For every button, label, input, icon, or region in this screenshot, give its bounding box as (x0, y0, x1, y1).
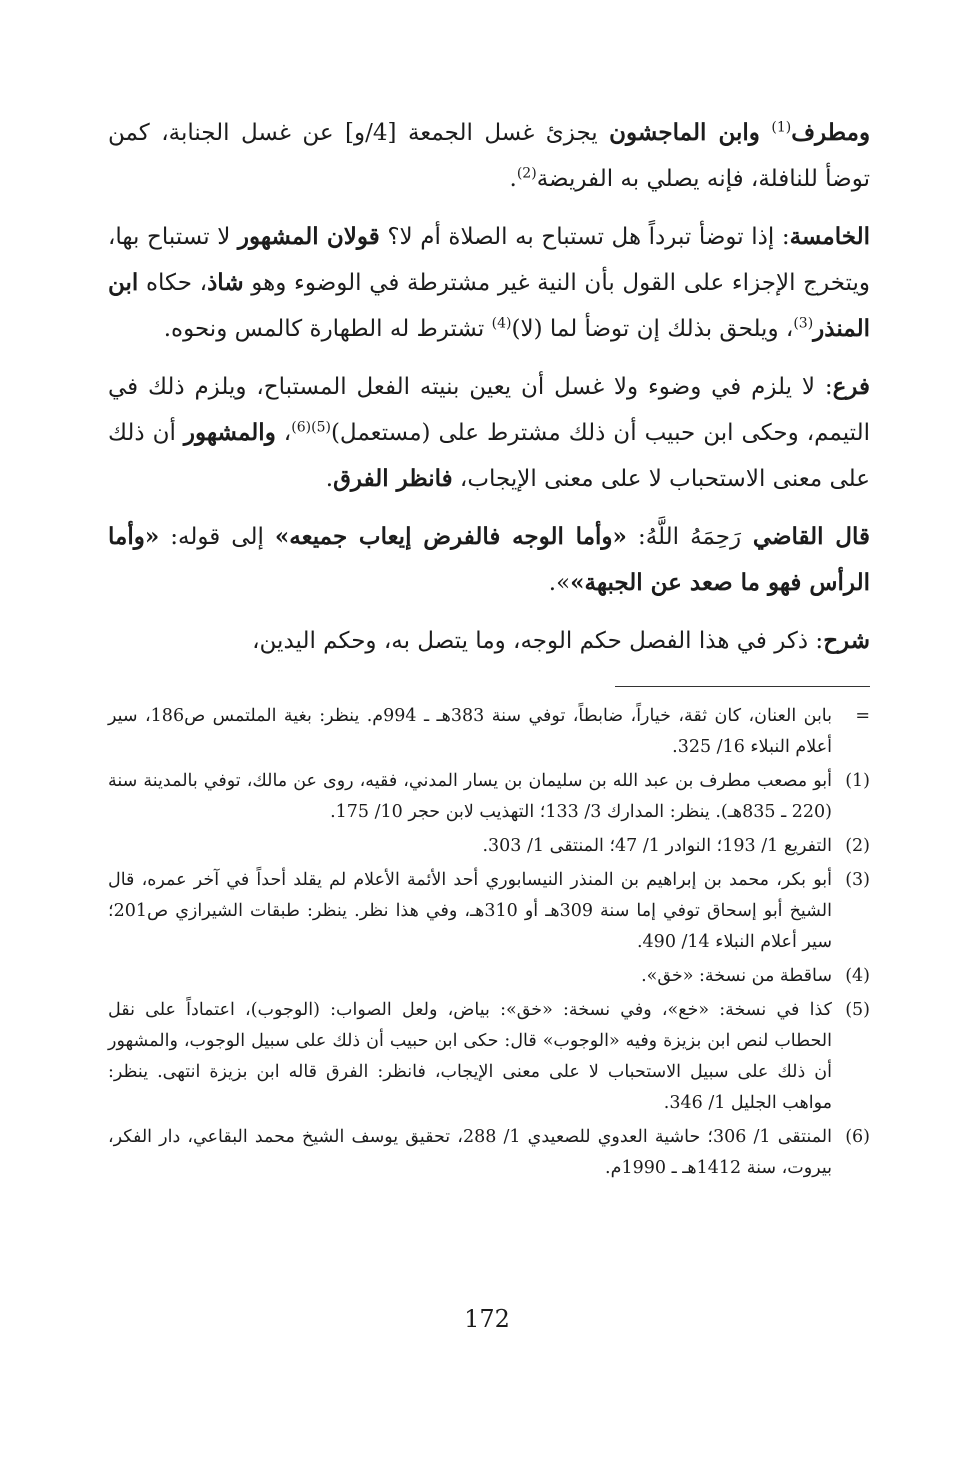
text-run: : إذا توضأ تبرداً هل تستباح به الصلاة أم لا؟ (379, 224, 790, 250)
footnote (108, 701, 870, 763)
footnote (108, 1122, 870, 1184)
footnote-ref: (3) (793, 315, 814, 332)
page-content (108, 110, 870, 1187)
text-run: لا تستباح بها، ويتخرج الإجزاء على القول بأن النية غير مشترطة في الوضوء وهو (108, 224, 870, 296)
footnote (108, 831, 870, 862)
footnote (108, 766, 870, 828)
footnote-marker: (6) (845, 1127, 870, 1147)
text-run: . (509, 166, 517, 192)
text-run: ، حكاه (138, 270, 208, 296)
text-run: ، ويلحق بذلك إن توضأ لما (لا) (511, 316, 794, 342)
text-run: فانظر الفرق (333, 465, 453, 492)
text-run: شرح (823, 627, 870, 654)
paragraph (108, 214, 870, 352)
text-run: إلى قوله: (159, 524, 275, 550)
paragraph (108, 110, 870, 202)
text-run (760, 120, 771, 146)
text-run: وابن الماجشون (609, 119, 760, 146)
footnotes (108, 701, 870, 1184)
text-run: ومطرف (791, 119, 871, 146)
text-run: «وأما الوجه فالفرض إيعاب جميعه» (274, 523, 627, 550)
text-run: يجزئ غسل الجمعة [4/و] عن غسل الجنابة، كمن توضأ للنافلة، فإنه يصلي به الفريضة (108, 120, 870, 192)
page-number: 172 (464, 1305, 510, 1333)
footnote-text: ساقطة من نسخة: «خق». (641, 966, 832, 986)
text-run: ». (548, 570, 571, 596)
text-run: : (626, 524, 646, 550)
footnote-marker: (4) (845, 966, 870, 986)
footnote-ref: (4) (491, 315, 512, 332)
text-run: : لا يلزم في وضوء ولا غسل أن يعين بنيته الفعل المستباح، ويلزم ذلك في التيمم، وحكى ابن حبيب أن ذلك مشترط على (مستعمل) (108, 374, 871, 446)
footnote-ref: (1) (771, 119, 792, 136)
text-run: . (325, 466, 334, 492)
text-run: تشترط له الطهارة كالمس ونحوه. (163, 316, 492, 342)
text-run: أن ذلك على معنى الاستحباب لا على معنى الإيجاب، (108, 420, 870, 492)
footnote-ref: (5)(6) (291, 419, 331, 436)
footnote-marker: (2) (845, 836, 870, 856)
footnote-marker: = (855, 706, 870, 726)
text-run: : ذكر في هذا الفصل حكم الوجه، وما يتصل به، وحكم اليدين، (252, 628, 824, 654)
footnote-text: التفريع 1/ 193؛ النوادر 1/ 47؛ المنتقى 1/ 303. (482, 836, 832, 856)
text-run: قولان المشهور (237, 223, 380, 250)
main-text (108, 110, 870, 664)
text-run: ابن المنذر (108, 269, 870, 342)
footnote-text: بابن العنان، كان ثقة، خياراً، ضابطاً، توفي سنة 383هـ ـ 994م. ينظر: بغية الملتمس ص186، سير أعلام النبلاء 16/ 325. (108, 706, 833, 757)
footnote-ref: (2) (516, 165, 537, 182)
footnote-separator (615, 686, 870, 687)
text-run: والمشهور (183, 419, 276, 446)
text-run: ، (275, 420, 292, 446)
paragraph (108, 514, 870, 606)
footnote-text: أبو مصعب مطرف بن عبد الله بن سليمان بن يسار المدني، فقيه، روى عن مالك، توفي بالمدينة سنة (220 ـ 835هـ). ينظر: المدارك 3/ 133؛ التهذيب لابن حجر 10/ 175. (108, 771, 832, 822)
paragraph (108, 364, 870, 502)
text-run: فرع (832, 373, 870, 400)
text-run: الخامسة (789, 223, 870, 250)
paragraph (108, 618, 870, 664)
footnote-marker: (5) (845, 1000, 870, 1020)
footnote-text: كذا في نسخة: «خع»، وفي نسخة: «خق»: بياض، ولعل الصواب: (الوجوب)، اعتماداً على نقل الحطاب لنص ابن بزيزة وفيه «الوجوب» قال: حكى ابن حبيب أن ذلك على سبيل الوجوب، والمشهور أن ذلك على سبيل الاستحباب لا على معنى الإيجاب، فانظر: الفرق قاله ابن بزيزة انتهى. ينظر: مواهب الجليل 1/ 346. (108, 1000, 832, 1113)
footnote-marker: (3) (845, 870, 870, 890)
footnote (108, 961, 870, 992)
text-run: «وأما الرأس فهو ما صعد عن الجبهة» (108, 523, 870, 596)
footnote-text: المنتقى 1/ 306؛ حاشية العدوي للصعيدي 1/ 288، تحقيق يوسف الشيخ محمد البقاعي، دار الفكر، بيروت، سنة 1412هـ ـ 1990م. (108, 1127, 833, 1178)
text-run: شاذ (207, 269, 244, 296)
text-run: رَحِمَهُ اللَّهُ (645, 524, 742, 550)
text-run: قال القاضي (741, 523, 871, 550)
footnote-text: أبو بكر، محمد بن إبراهيم بن المنذر النيسابوري أحد الأئمة الأعلام لم يقلد أحداً في آخر عمره، قال الشيخ أبو إسحاق توفي إما سنة 309هـ أو 310هـ، وفي هذا نظر. ينظر: طبقات الشيرازي ص201؛ سير أعلام النبلاء 14/ 490. (108, 870, 832, 952)
footnote-marker: (1) (845, 771, 870, 791)
footnote (108, 865, 870, 958)
footnote (108, 995, 870, 1119)
